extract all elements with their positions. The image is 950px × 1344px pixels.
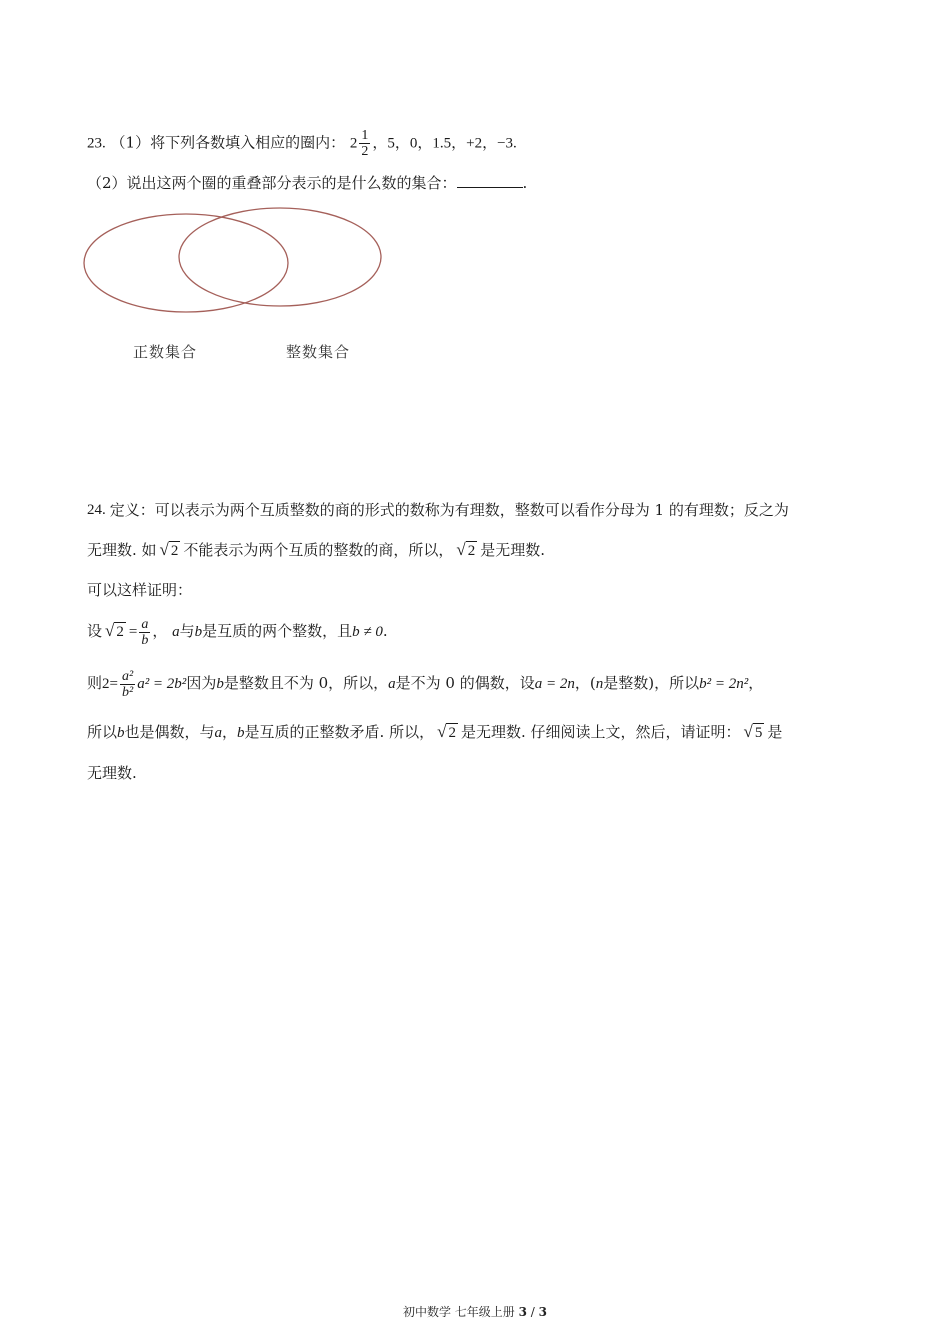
q24-line5: 则2= $\frac{\text{a²}}{\text{b²}}$ a² = 2b²因为b是整数且不为 0，所以，a是不为 0 的偶数，设a = 2n，(n是整数)，所以b² = 2n²， xyxy=(87,668,764,700)
q24-line3: 可以这样证明： xyxy=(87,581,193,599)
answer-blank[interactable] xyxy=(457,173,523,188)
q24-l4-text-d: 是互质的两个整数，且 xyxy=(202,622,353,640)
q24-number: 24. xyxy=(87,502,106,518)
sqrt-2: √ 2 xyxy=(437,722,456,741)
q24-line6: 所以b也是偶数，与a，b是互质的正整数矛盾. 所以， √ 2 是无理数. 仔细阅读上文，然后，请证明： √ 5 是 xyxy=(87,722,783,741)
sqrt-2: √ 2 xyxy=(159,540,179,559)
page-total: 3 xyxy=(538,1305,548,1319)
venn-label-positive: 正数集合 xyxy=(133,343,198,361)
mixed-number-fraction xyxy=(359,128,370,159)
fraction-a2-over-b2: $\frac{\text{a²}}{\text{b²}}$ xyxy=(121,668,134,700)
q24-l5-text-f: 是整数)，所以 xyxy=(603,674,700,692)
page-number: 3 xyxy=(518,1305,527,1319)
q23-number: 23. xyxy=(87,135,106,152)
equation-a2-2b2: a² = 2b² xyxy=(137,676,187,692)
equation-b2-2n2: b² = 2n² xyxy=(699,676,749,692)
sqrt-5: √ 5 xyxy=(743,722,763,741)
q24-l4-text-a: 设 xyxy=(87,622,103,640)
equation-a-2n: a = 2n xyxy=(534,676,575,692)
q24-l5-comma: ， xyxy=(748,674,764,692)
mixed-number-whole: 2 xyxy=(349,135,358,152)
q24-l5-text-b: 因为 xyxy=(186,674,217,692)
q24-definition: 定义：可以表示为两个互质整数的商的形式的数称为有理数，整数可以看作分母为 1 的有理数；反之为 xyxy=(109,501,789,519)
q24-l5-text-a: 则 xyxy=(87,674,103,692)
symbol-b: b xyxy=(194,624,203,640)
footer-text: 初中数学 七年级上册 xyxy=(402,1305,519,1319)
q24-l2-text-b: 不能表示为两个互质的整数的商，所以， xyxy=(183,541,454,559)
q24-l5-text-e: ，( xyxy=(574,674,596,692)
q24-line2 xyxy=(87,539,545,561)
q24-l4-text-c: 与 xyxy=(179,622,195,640)
q24-l4-period: . xyxy=(382,622,388,640)
page-footer xyxy=(0,1303,950,1320)
q24-line7: 无理数. xyxy=(87,764,137,782)
venn-circle-positive xyxy=(84,214,288,312)
q24-l2-text-a: 无理数. 如 xyxy=(87,541,157,559)
q24-line4 xyxy=(87,616,388,648)
symbol-a: a xyxy=(172,624,180,640)
q23-part2-text: （2）说出这两个圈的重叠部分表示的是什么数的集合： xyxy=(87,174,457,192)
venn-circle-integer xyxy=(179,208,381,306)
fraction-a-over-b: $\frac{a}{b}$ xyxy=(141,616,149,648)
sqrt-2: √ 2 xyxy=(105,621,124,640)
fraction-denominator: 2 xyxy=(361,144,369,159)
q23-part1-prefix: （1）将下列各数填入相应的圈内： xyxy=(110,133,346,152)
equals-sign: = xyxy=(128,624,138,640)
fraction-numerator: 1 xyxy=(361,128,369,143)
sqrt-2: √ 2 xyxy=(456,540,476,559)
b-not-zero: b ≠ 0 xyxy=(352,624,383,640)
q24-l2-text-c: 是无理数. xyxy=(480,541,546,559)
q23-part2-end: . xyxy=(522,174,528,192)
q24-line1 xyxy=(87,499,864,521)
q23-number-list: ，5，0，1.5，+2，−3. xyxy=(372,135,517,152)
q23-line2 xyxy=(87,172,527,194)
venn-label-integer: 整数集合 xyxy=(286,343,351,361)
q24-l5-text-c: 是整数且不为 0，所以， xyxy=(223,674,389,692)
q24-l4-comma: ， xyxy=(152,622,168,640)
page-separator: / xyxy=(526,1305,539,1319)
venn-diagram xyxy=(83,205,388,317)
q24-l5-text-d: 是不为 0 的偶数，设 xyxy=(395,674,535,692)
q23-line1 xyxy=(87,128,517,159)
